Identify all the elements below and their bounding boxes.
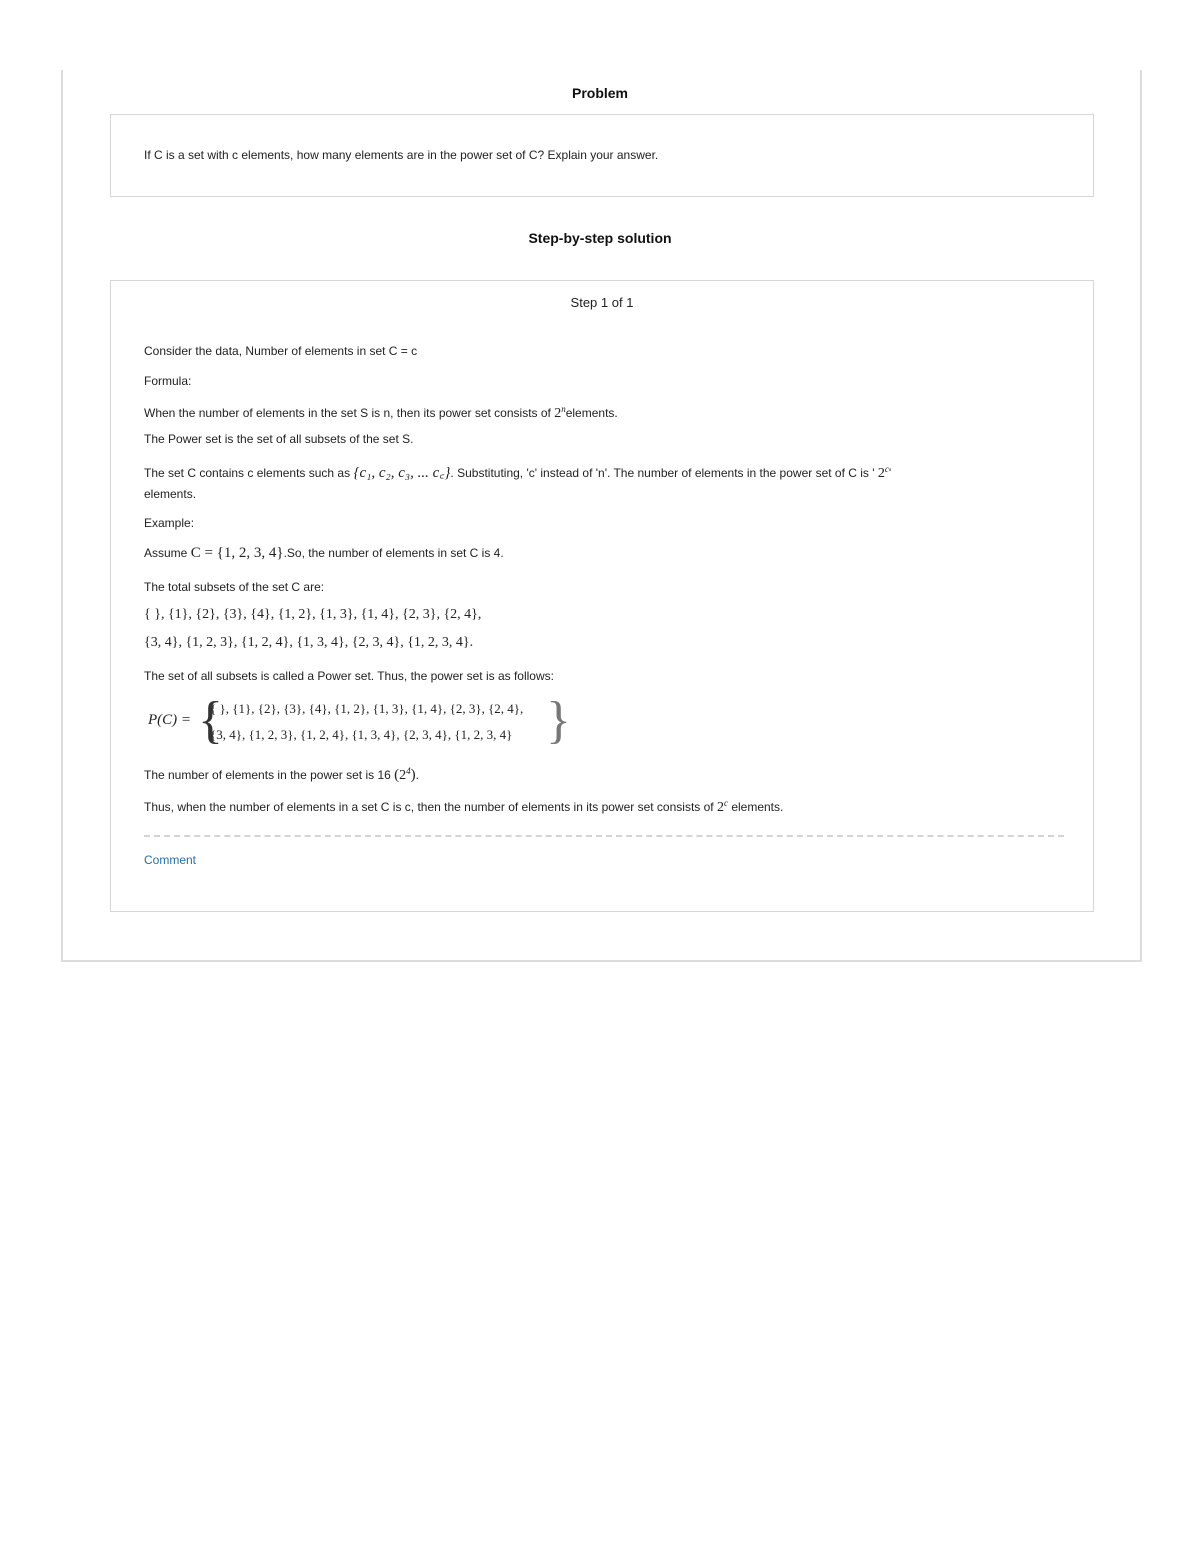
set-c-math-base: 2 [877, 466, 885, 481]
formula-label: Formula: [144, 374, 192, 388]
assume-math: C = {1, 2, 3, 4} [190, 545, 284, 561]
problem-box [110, 114, 1094, 197]
formula-math-base: 2 [554, 406, 562, 421]
conclusion-line [144, 795, 783, 816]
count-line [144, 763, 419, 784]
power-set-equation [148, 692, 571, 751]
problem-heading: Problem [571, 85, 628, 101]
dashed-divider [144, 835, 1064, 837]
set-c-math-exp: c [884, 464, 889, 474]
assume-line [144, 545, 504, 561]
step-label: Step 1 of 1 [570, 295, 634, 310]
subsets-row-2: {3, 4}, {1, 2, 3}, {1, 2, 4}, {1, 3, 4}, {2, 3, 4}, {1, 2, 3, 4}. [144, 635, 474, 650]
formula-text-end: elements. [565, 406, 618, 420]
comment-link[interactable]: Comment [144, 853, 197, 867]
power-set-intro: The set of all subsets is called a Power set. Thus, the power set is as follows: [144, 669, 554, 683]
set-c-continuation: elements. [144, 487, 197, 501]
formula-text: When the number of elements in the set S is n, then its power set consists of [144, 406, 551, 420]
assume-text-end: .So, the number of elements in set C is 4. [283, 546, 504, 560]
set-c-mid: . Substituting, 'c' instead of 'n'. The number of elements in the power set of C is ' [450, 466, 875, 480]
count-paren-close: ) [410, 767, 416, 783]
conclusion-math-base: 2 [716, 800, 724, 815]
formula-line [144, 401, 618, 422]
power-set-row-2: {3, 4}, {1, 2, 3}, {1, 2, 4}, {1, 3, 4}, {2, 3, 4}, {1, 2, 3, 4} [210, 727, 513, 742]
set-c-line [144, 461, 891, 482]
conclusion-text-end: elements. [731, 800, 784, 814]
total-subsets-label: The total subsets of the set C are: [144, 580, 325, 594]
problem-text: If C is a set with c elements, how many elements are in the power set of C? Explain your answer. [144, 148, 659, 162]
set-c-text: The set C contains c elements such as [144, 466, 351, 480]
solution-heading: Step-by-step solution [528, 230, 672, 246]
power-set-row-1: { }, {1}, {2}, {3}, {4}, {1, 2}, {1, 3}, {1, 4}, {2, 3}, {2, 4}, [210, 701, 524, 716]
subsets-row-1: { }, {1}, {2}, {3}, {4}, {1, 2}, {1, 3}, {1, 4}, {2, 3}, {2, 4}, [144, 607, 482, 622]
set-c-math: {c₁, c₂, c₃, ... c꜀} [353, 465, 451, 481]
count-math-exp: 4 [406, 766, 411, 776]
right-brace-icon: } [546, 692, 571, 749]
conclusion-text: Thus, when the number of elements in a set C is c, then the number of elements in its power set consists of [144, 800, 714, 814]
conclusion-math-exp: c [723, 798, 728, 808]
power-set-definition: The Power set is the set of all subsets of the set S. [144, 432, 414, 446]
count-text: The number of elements in the power set is 16 [144, 768, 391, 782]
solution-box [110, 280, 1094, 912]
count-text-end: . [415, 768, 419, 782]
example-label: Example: [144, 516, 195, 530]
count-math-base: 2 [399, 768, 407, 783]
assume-text: Assume [144, 546, 188, 560]
count-paren-open: ( [394, 767, 400, 783]
consider-line: Consider the data, Number of elements in set C = c [144, 344, 418, 358]
formula-math-exp: n [561, 404, 566, 414]
power-set-label: P(C) = [148, 712, 192, 728]
set-c-end: ' [888, 466, 892, 480]
left-brace-icon: { [198, 692, 223, 749]
